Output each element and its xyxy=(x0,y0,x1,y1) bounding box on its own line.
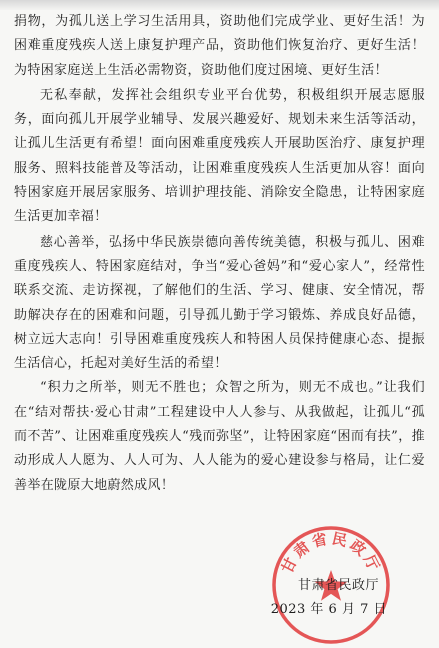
signature-organization: 甘肃省民政厅 xyxy=(297,578,379,593)
document-body xyxy=(14,10,425,498)
page-top-edge xyxy=(0,0,439,10)
svg-text:甘肃省民政厅 xyxy=(278,529,384,576)
paragraph-3: 慈心善举，弘扬中华民族崇德向善传统美德，积极与孤儿、困难重度残疾人、特困家庭结对，争当“爱心爸妈”和“爱心家人”，经常性联系交流、走访探视，了解他们的生活、学习、健康、安全情况，帮助解决存在的困难和问题，引导孤儿勤于学习锻炼、养成良好品德，树立远大志向！引导困难重度残疾人和特困人员保持健康心态、提振生活信心，托起对美好生活的希望！ xyxy=(14,234,425,372)
paragraph-1: 捐物，为孤儿送上学习生活用具，资助他们完成学业、更好生活！为困难重度残疾人送上康复护理产品，资助他们恢复治疗、更好生活！为特困家庭送上生活必需物资，资助他们度过困境、更好生活！ xyxy=(14,14,425,78)
signature-date: 2023 年 6 月 7 日 xyxy=(270,602,387,617)
seal-text: 甘肃省民政厅 xyxy=(277,529,385,577)
paragraph-4: “积力之所举，则无不胜也；众智之所为，则无不成也。”让我们在“结对帮扶·爱心甘肃”工程建设中人人参与、从我做起，让孤儿“孤而不苦”、让困难重度残疾人“残而弥坚”，让特困家庭“困而有扶”，推动形成人人愿为、人人可为、人人能为的爱心建设参与格局，让仁爱善举在陇原大地蔚然成风！ xyxy=(14,380,425,493)
paragraph-2: 无私奉献，发挥社会组织专业平台优势，积极组织开展志愿服务，面向孤儿开展学业辅导、发展兴趣爱好、规划未来生活等活动，让孤儿生活更有希望！面向困难重度残疾人开展助医治疗、康复护理服务、照料技能普及等活动，让困难重度残疾人生活更加从容！面向特困家庭开展居家服务、培训护理技能、消除安全隐患，让特困家庭生活更加幸福！ xyxy=(14,87,425,225)
